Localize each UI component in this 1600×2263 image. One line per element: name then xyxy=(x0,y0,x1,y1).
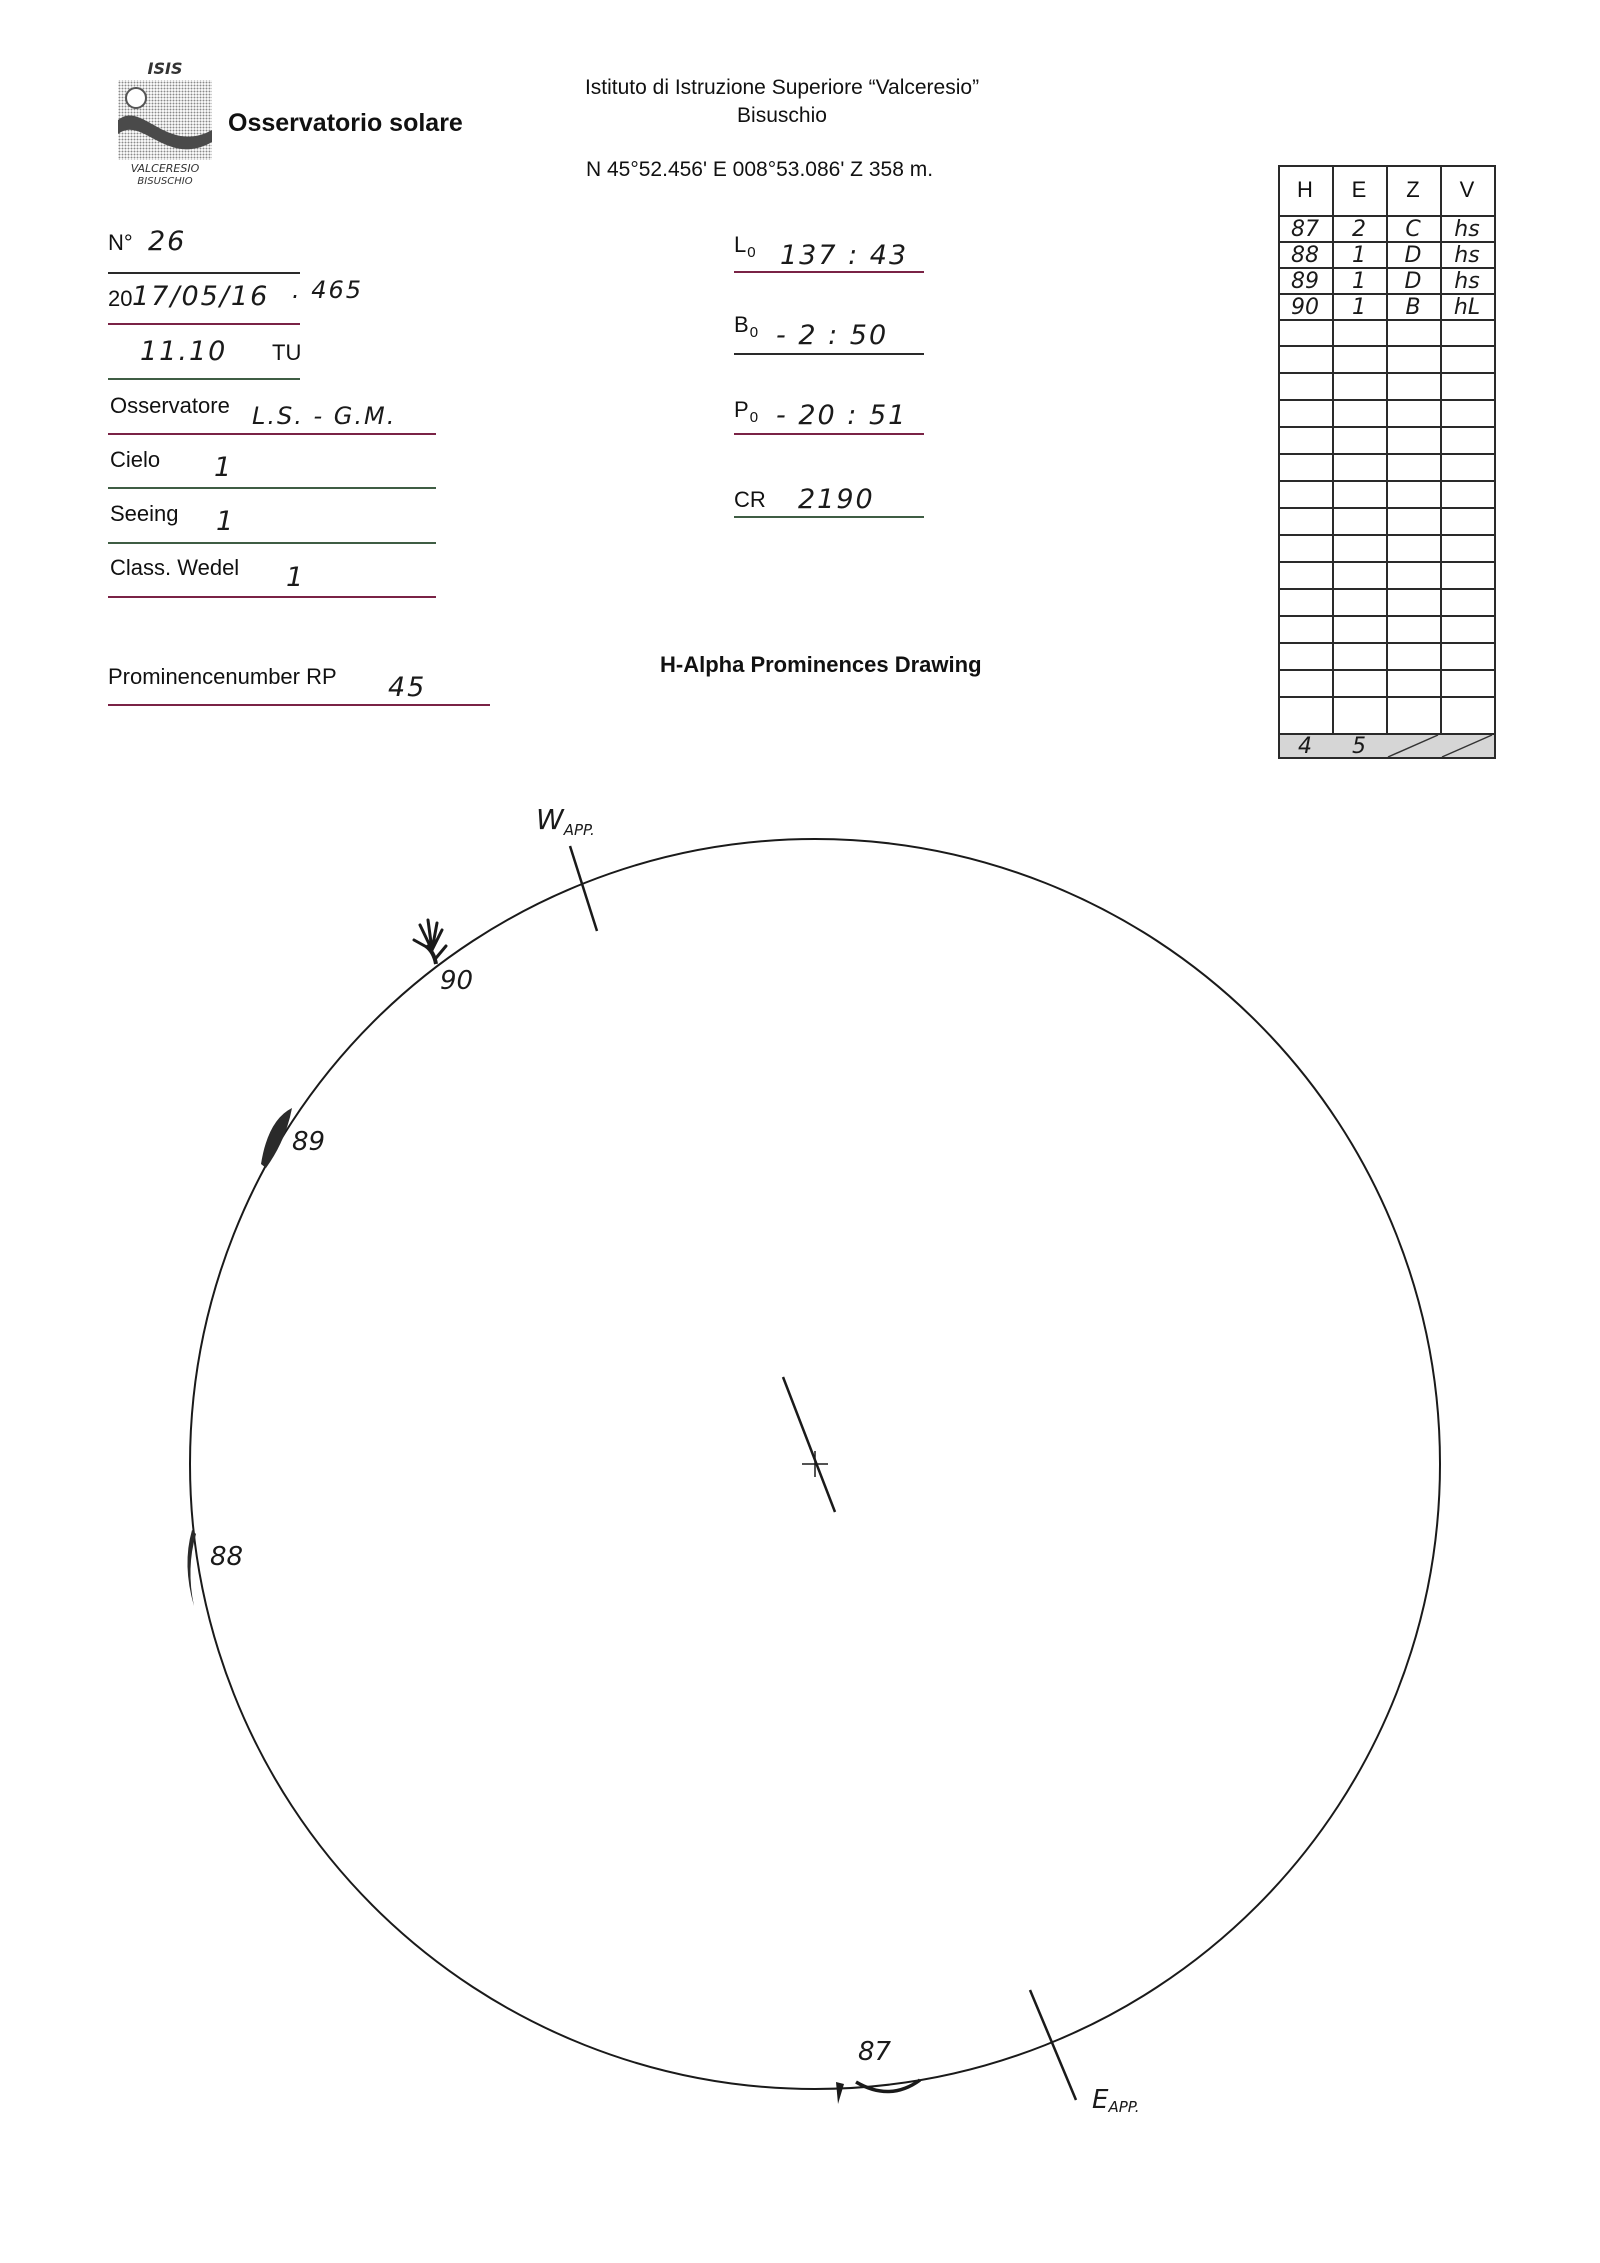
col-z-header: Z xyxy=(1406,177,1420,202)
b0-value: - 2 : 50 xyxy=(776,320,889,351)
prominence-90-label: 90 xyxy=(440,966,474,996)
prominence-90 xyxy=(414,920,473,996)
time-unit: TU xyxy=(272,340,302,365)
logo-bottom-line1: VALCERESIO xyxy=(130,162,200,175)
rp-value: 45 xyxy=(388,672,427,703)
table-cell: hL xyxy=(1453,294,1481,320)
w-app-tick xyxy=(570,846,597,931)
table-cell: 89 xyxy=(1291,268,1319,294)
seeing-label: Seeing xyxy=(110,501,179,526)
total-e: 5 xyxy=(1352,733,1366,759)
date-prefix: 20 xyxy=(108,286,133,311)
table-cell: hs xyxy=(1454,242,1480,268)
cr-label: CR xyxy=(734,487,766,512)
wedel-label: Class. Wedel xyxy=(110,555,240,580)
table-cell: 1 xyxy=(1352,268,1366,294)
sky-value: 1 xyxy=(214,452,234,483)
table-cell: 1 xyxy=(1352,294,1366,320)
p0-label: $P_0$ xyxy=(734,397,759,426)
b0-label: $B_0$ xyxy=(734,312,759,341)
table-cell: hs xyxy=(1454,216,1480,242)
logo-bottom-line2: BISUSCHIO xyxy=(137,176,193,187)
observatory-title: Osservatorio solare xyxy=(228,109,463,137)
col-h-header: H xyxy=(1297,177,1313,202)
e-app-tick xyxy=(1030,1990,1076,2100)
rotation-axis xyxy=(783,1377,835,1512)
logo-top-text: ISIS xyxy=(147,60,183,78)
table-cell: 90 xyxy=(1291,294,1319,320)
wedel-value: 1 xyxy=(286,562,306,593)
drawing-title: H-Alpha Prominences Drawing xyxy=(660,652,982,677)
e-app-label: EAPP. xyxy=(1092,2085,1140,2116)
date-value: 17/05/16 xyxy=(132,281,270,312)
institute-name: Istituto di Istruzione Superiore “Valceresio” xyxy=(584,76,980,99)
time-value: 11.10 xyxy=(140,336,228,367)
l0-label: $L_0$ xyxy=(734,232,756,261)
number-value: 26 xyxy=(148,226,187,257)
col-v-header: V xyxy=(1459,177,1475,202)
prominence-87-label: 87 xyxy=(858,2037,892,2067)
seeing-value: 1 xyxy=(216,506,236,537)
observatory-coordinates: N 45°52.456' E 008°53.086' Z 358 m. xyxy=(586,158,934,181)
prominence-89-label: 89 xyxy=(292,1127,326,1157)
number-label: N° xyxy=(108,230,133,255)
table-cell: 87 xyxy=(1291,216,1319,242)
observer-value: L.S. - G.M. xyxy=(252,402,397,430)
rp-label: Prominencenumber RP xyxy=(108,664,337,689)
table-cell: 88 xyxy=(1291,242,1319,268)
cr-value: 2190 xyxy=(798,484,875,515)
observer-label: Osservatore xyxy=(110,393,230,418)
table-cell: D xyxy=(1404,242,1422,268)
sky-label: Cielo xyxy=(110,447,161,472)
col-e-header: E xyxy=(1351,177,1367,202)
p0-value: - 20 : 51 xyxy=(776,400,908,431)
table-cell: 1 xyxy=(1352,242,1366,268)
table-cell: B xyxy=(1405,294,1421,320)
total-h: 4 xyxy=(1298,733,1312,759)
prominence-88-label: 88 xyxy=(210,1542,244,1572)
prominence-89 xyxy=(261,1108,325,1168)
table-cell: hs xyxy=(1454,268,1480,294)
table-cell: D xyxy=(1404,268,1422,294)
prominence-87 xyxy=(836,2037,920,2104)
institute-town: Bisuschio xyxy=(737,104,827,127)
l0-value: 137 : 43 xyxy=(780,240,909,271)
table-cell: 2 xyxy=(1352,216,1366,242)
table-cell: C xyxy=(1405,216,1421,242)
date-suffix: . 465 xyxy=(292,276,364,304)
w-app-label: $W_{APP.}$ xyxy=(536,803,595,839)
